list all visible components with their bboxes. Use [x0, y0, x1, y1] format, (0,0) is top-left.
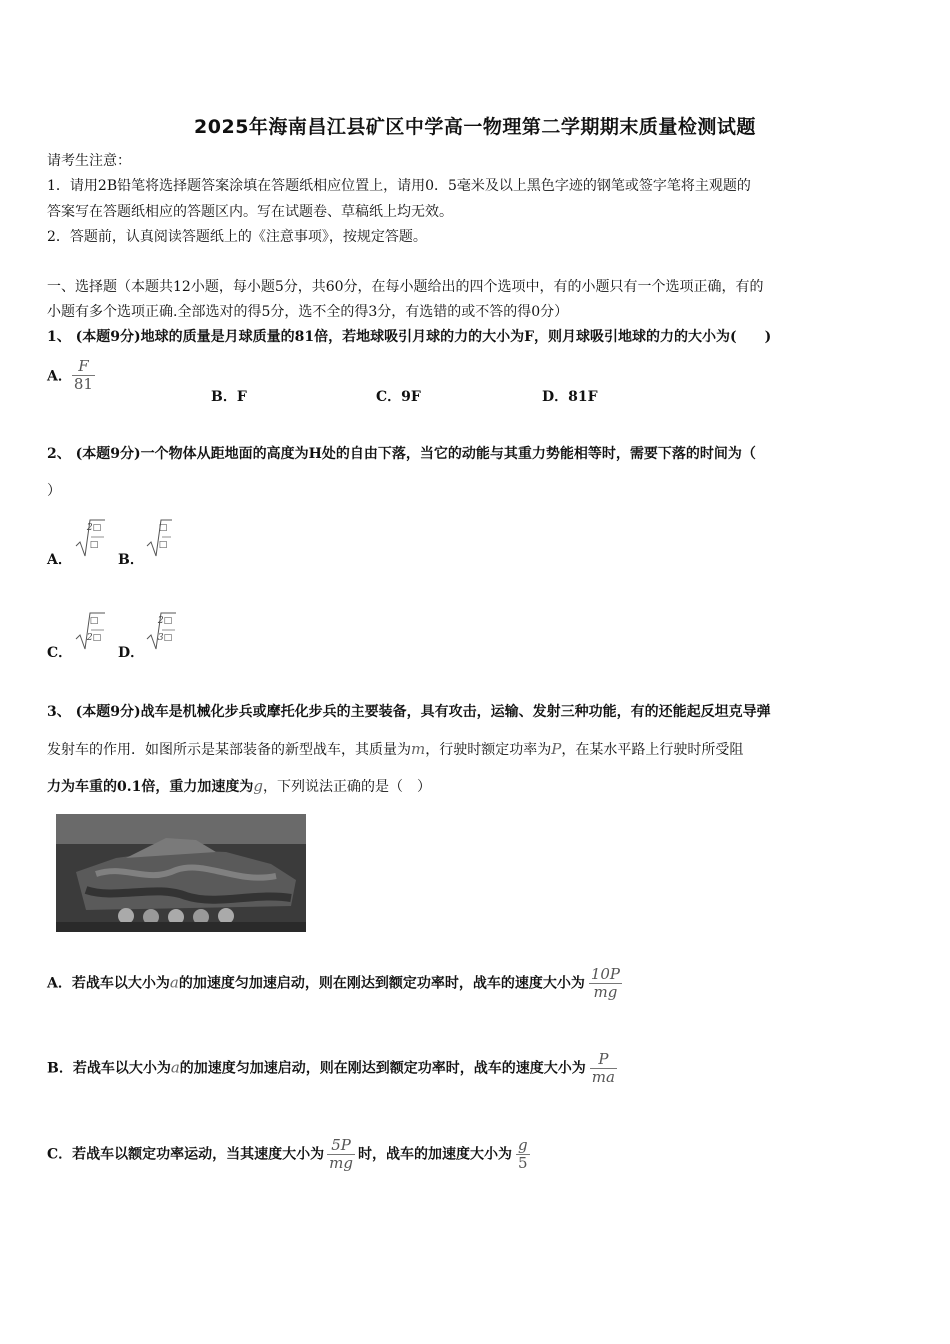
q2-stem-line-1: 2、 (本题9分)一个物体从距地面的高度为H处的自由下落，当它的动能与其重力势能相等时，需要下落的时间为（ — [47, 446, 756, 462]
q3-option-b-text-1: B．若战车以大小为 — [47, 1060, 171, 1077]
q1-option-d: D．81F — [542, 389, 598, 405]
q1-option-a-denominator: 81 — [73, 375, 93, 393]
section-instructions-line-1: 一、选择题（本题共12小题，每小题5分，共60分，在每小题给出的四个选项中，有的小题只有一个选项正确，有的 — [47, 279, 764, 295]
q2-option-c-label: C． — [47, 645, 73, 661]
q3-option-c-fraction-2 — [516, 1137, 530, 1172]
q2-option-b-numerator: □ — [158, 523, 168, 533]
q3-option-a-denominator: mg — [589, 983, 622, 1001]
q2-option-a-denominator: □ — [89, 540, 99, 550]
q2-option-a-radical — [74, 518, 106, 558]
q3-option-b-denominator: ma — [591, 1068, 615, 1086]
notice-item-1-line-1: 1．请用2B铅笔将选择题答案涂填在答题纸相应位置上，请用0．5毫米及以上黑色字迹的钢笔或签字笔将主观题的 — [47, 178, 751, 194]
q3-option-c-denominator-1: mg — [329, 1154, 353, 1172]
q1-option-c: C．9F — [376, 389, 421, 405]
q3-option-a-text-1: A．若战车以大小为 — [47, 975, 170, 992]
q3-option-b-text-2: 的加速度匀加速启动，则在刚达到额定功率时，战车的速度大小为 — [179, 1060, 586, 1077]
page-title: 2025年海南昌江县矿区中学高一物理第二学期期末质量检测试题 — [194, 116, 756, 138]
q2-option-d-radical — [145, 611, 177, 651]
q3-stem-line-2-text-a: 发射车的作用．如图所示是某部装备的新型战车，其质量为 — [47, 742, 411, 758]
q3-stem-line-2-text-b: ，行驶时额定功率为 — [425, 742, 552, 758]
tank-photo-drawing — [56, 814, 306, 932]
q2-stem-line-2: ） — [47, 483, 61, 499]
notice-item-2: 2．答题前，认真阅读答题纸上的《注意事项》，按规定答题。 — [47, 229, 427, 245]
q2-option-c-radical — [74, 611, 106, 651]
q3-option-c-text-1: C．若战车以额定功率运动，当其速度大小为 — [47, 1146, 325, 1163]
q3-option-b-var: a — [170, 1058, 180, 1077]
q3-option-c-text-2: 时，战车的加速度大小为 — [357, 1146, 512, 1163]
q3-option-b-fraction — [590, 1051, 617, 1086]
q2-option-d-label: D． — [118, 645, 145, 661]
q3-option-c-denominator-2: 5 — [516, 1154, 530, 1172]
q1-option-a-numerator: F — [78, 357, 89, 375]
q3-var-m: m — [411, 740, 426, 758]
q1-option-a-fraction — [72, 358, 95, 393]
q3-option-a-text-2: 的加速度匀加速启动，则在刚达到额定功率时，战车的速度大小为 — [178, 975, 585, 992]
q2-option-a-numerator: 2□ — [86, 523, 102, 533]
q3-option-c-numerator-1: 5P — [331, 1136, 351, 1154]
q2-option-b-radical — [145, 518, 173, 558]
q3-option-a-fraction — [589, 966, 622, 1001]
q1-option-a-label: A． — [47, 368, 72, 385]
q2-option-b-label: B． — [118, 552, 144, 568]
q3-option-b-numerator: P — [598, 1050, 609, 1068]
notice-heading: 请考生注意： — [47, 153, 131, 169]
q1-stem: 1、 (本题9分)地球的质量是月球质量的81倍，若地球吸引月球的力的大小为F，则月球吸引地球的力的大小为( ) — [47, 329, 772, 345]
q3-var-p: P — [551, 740, 562, 758]
q2-option-b-denominator: □ — [158, 540, 168, 550]
section-instructions-line-2: 小题有多个选项正确.全部选对的得5分，选不全的得3分，有选错的或不答的得0分） — [47, 304, 569, 320]
q3-stem-line-3 — [47, 776, 431, 797]
q1-option-a — [47, 358, 95, 393]
q3-option-a-var: a — [169, 973, 179, 992]
q3-stem-line-1: 3、 (本题9分)战车是机械化步兵或摩托化步兵的主要装备，具有攻击，运输、发射三种功能，有的还能起反坦克导弹 — [47, 704, 771, 720]
q3-option-c — [47, 1137, 530, 1172]
q3-stem-line-2 — [47, 739, 743, 760]
q3-option-a-numerator: 10P — [590, 965, 621, 983]
q3-var-g: g — [253, 777, 263, 795]
q3-option-c-numerator-2: g — [517, 1136, 528, 1154]
notice-item-1-line-2: 答案写在答题纸相应的答题区内。写在试题卷、草稿纸上均无效。 — [47, 204, 453, 220]
q2-option-d-denominator: 3□ — [157, 633, 173, 643]
tank-photo — [56, 814, 306, 932]
q3-option-b — [47, 1051, 617, 1086]
q1-option-b: B．F — [211, 389, 247, 405]
q2-option-a-label: A． — [47, 552, 72, 568]
q3-option-a — [47, 966, 622, 1001]
q2-option-d-numerator: 2□ — [157, 616, 173, 626]
q3-stem-line-3-text-b: ，下列说法正确的是（ ） — [262, 779, 431, 795]
q3-stem-line-2-text-c: ，在某水平路上行驶时所受阻 — [561, 742, 744, 758]
q3-stem-line-3-text-a: 力为车重的0.1倍，重力加速度为 — [47, 779, 254, 795]
q2-option-c-numerator: □ — [89, 616, 99, 626]
q3-option-c-fraction-1 — [327, 1137, 355, 1172]
q2-option-c-denominator: 2□ — [86, 633, 102, 643]
